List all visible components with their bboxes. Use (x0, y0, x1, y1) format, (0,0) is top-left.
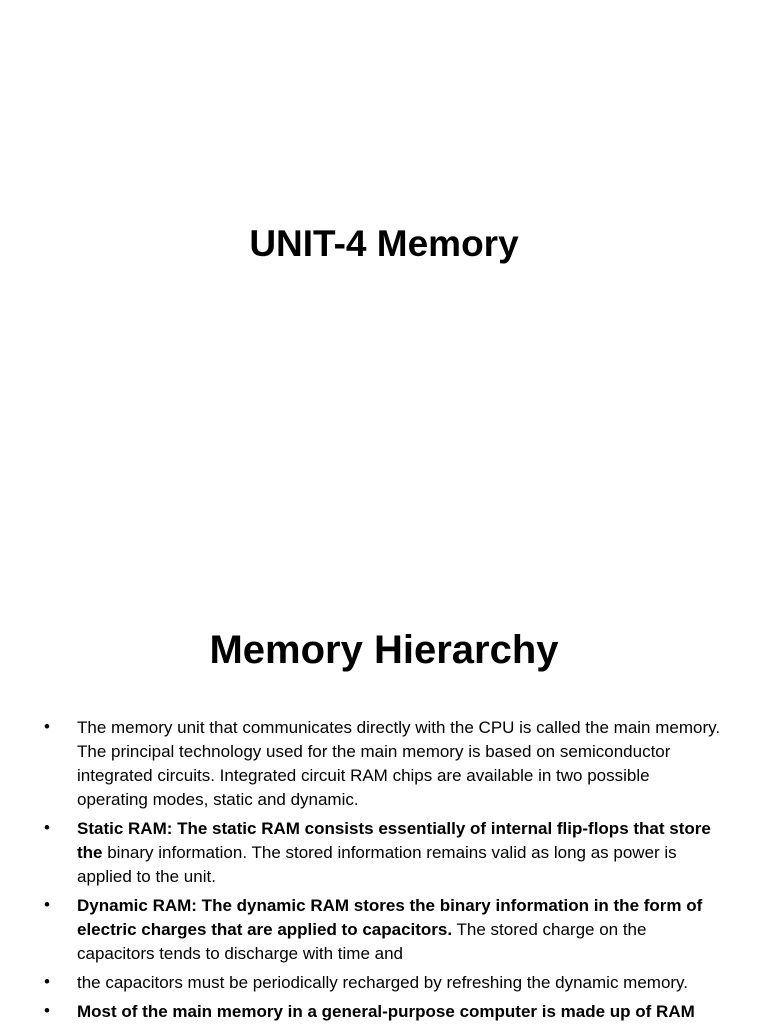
bullet-text: binary information. The stored information remains valid as long as power is applied to the unit. (77, 843, 677, 886)
bullet-text: The memory unit that communicates directly with the CPU is called the main memory. The principal technology used for the main memory is based on semiconductor integrated circuits. Integrated circuit RAM chips are available in two possible operating modes, static and dynamic. (77, 718, 721, 809)
bullet-item-refresh (0, 971, 768, 995)
bullet-list (0, 716, 768, 1024)
bullet-bold-text: Most of the main memory in a general-purpose computer is made up of RAM (77, 1002, 695, 1021)
bullet-dot-icon: • (44, 1001, 50, 1020)
bullet-bold-text: Dynamic RAM: The dynamic RAM stores the binary information in the form of electric charges that are applied to capacitors. (77, 896, 703, 939)
bullet-text: The stored charge on the capacitors tends to discharge with time and (77, 920, 647, 963)
unit-title: UNIT-4 Memory (249, 223, 519, 264)
bullet-dot-icon: • (44, 972, 50, 991)
slide-heading: Memory Hierarchy (209, 628, 559, 672)
bullet-dot-icon: • (44, 818, 50, 837)
bullet-text: the capacitors must be periodically recharged by refreshing the dynamic memory. (77, 973, 689, 992)
bullet-dot-icon: • (44, 895, 50, 914)
bullet-item-main-memory (0, 716, 768, 812)
bullet-item-general-purpose (0, 1000, 768, 1024)
bullet-bold-text: Static RAM: The static RAM consists essentially of internal flip-flops that store the (77, 819, 711, 862)
bullet-item-dynamic-ram (0, 894, 768, 966)
bullet-item-static-ram (0, 817, 768, 889)
bullet-dot-icon: • (44, 717, 50, 736)
slide-memory-hierarchy (0, 576, 768, 1024)
